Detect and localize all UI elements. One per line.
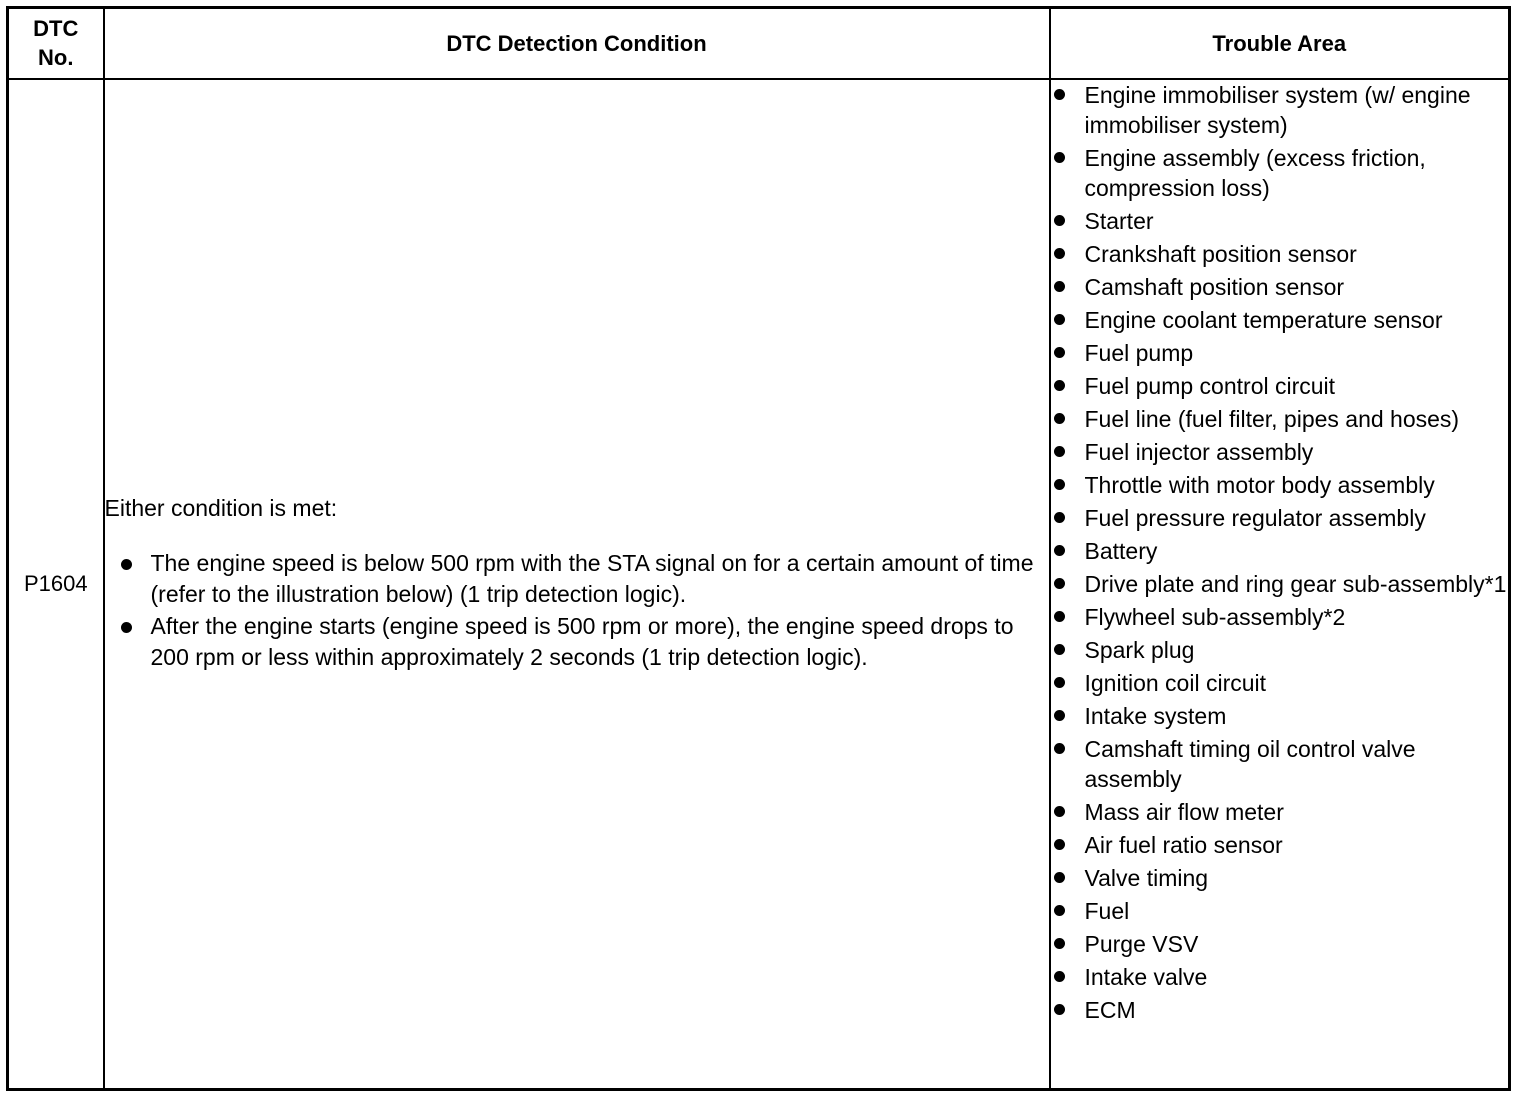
- list-item: Fuel injector assembly: [1051, 437, 1509, 467]
- list-item: Engine coolant temperature sensor: [1051, 305, 1509, 335]
- list-item: Engine immobiliser system (w/ engine immobiliser system): [1051, 80, 1509, 140]
- list-item: Starter: [1051, 206, 1509, 236]
- header-row: [8, 8, 1510, 79]
- list-item: Air fuel ratio sensor: [1051, 830, 1509, 860]
- list-item: Flywheel sub-assembly*2: [1051, 602, 1509, 632]
- list-item: Ignition coil circuit: [1051, 668, 1509, 698]
- dtc-table: [6, 6, 1511, 1091]
- list-item: Spark plug: [1051, 635, 1509, 665]
- list-item: Engine assembly (excess friction, compression loss): [1051, 143, 1509, 203]
- list-item: Fuel line (fuel filter, pipes and hoses): [1051, 404, 1509, 434]
- condition-list: [105, 548, 1049, 673]
- condition-item: After the engine starts (engine speed is 500 rpm or more), the engine speed drops to 200 rpm or less within approximately 2 seconds (1 trip detection logic).: [105, 611, 1049, 673]
- detection-condition-cell: [104, 79, 1050, 1090]
- condition-item: The engine speed is below 500 rpm with the STA signal on for a certain amount of time (refer to the illustration below) (1 trip detection logic).: [105, 548, 1049, 610]
- header-condition: DTC Detection Condition: [104, 8, 1050, 79]
- list-item: Purge VSV: [1051, 929, 1509, 959]
- list-item: Intake system: [1051, 701, 1509, 731]
- dtc-code: P1604: [8, 79, 104, 1090]
- list-item: Intake valve: [1051, 962, 1509, 992]
- list-item: ECM: [1051, 995, 1509, 1025]
- trouble-area-cell: [1050, 79, 1510, 1090]
- list-item: Crankshaft position sensor: [1051, 239, 1509, 269]
- list-item: Drive plate and ring gear sub-assembly*1: [1051, 569, 1509, 599]
- list-item: Camshaft timing oil control valve assembly: [1051, 734, 1509, 794]
- list-item: Throttle with motor body assembly: [1051, 470, 1509, 500]
- header-trouble-area: Trouble Area: [1050, 8, 1510, 79]
- header-dtc-no-label: DTC No.: [33, 16, 79, 71]
- list-item: Fuel pump control circuit: [1051, 371, 1509, 401]
- header-dtc-no: [8, 8, 104, 79]
- list-item: Mass air flow meter: [1051, 797, 1509, 827]
- list-item: Fuel pressure regulator assembly: [1051, 503, 1509, 533]
- table-row: [8, 79, 1510, 1090]
- list-item: Fuel pump: [1051, 338, 1509, 368]
- trouble-area-list: [1051, 80, 1509, 1025]
- list-item: Valve timing: [1051, 863, 1509, 893]
- list-item: Fuel: [1051, 896, 1509, 926]
- condition-intro: Either condition is met:: [104, 495, 338, 522]
- list-item: Battery: [1051, 536, 1509, 566]
- list-item: Camshaft position sensor: [1051, 272, 1509, 302]
